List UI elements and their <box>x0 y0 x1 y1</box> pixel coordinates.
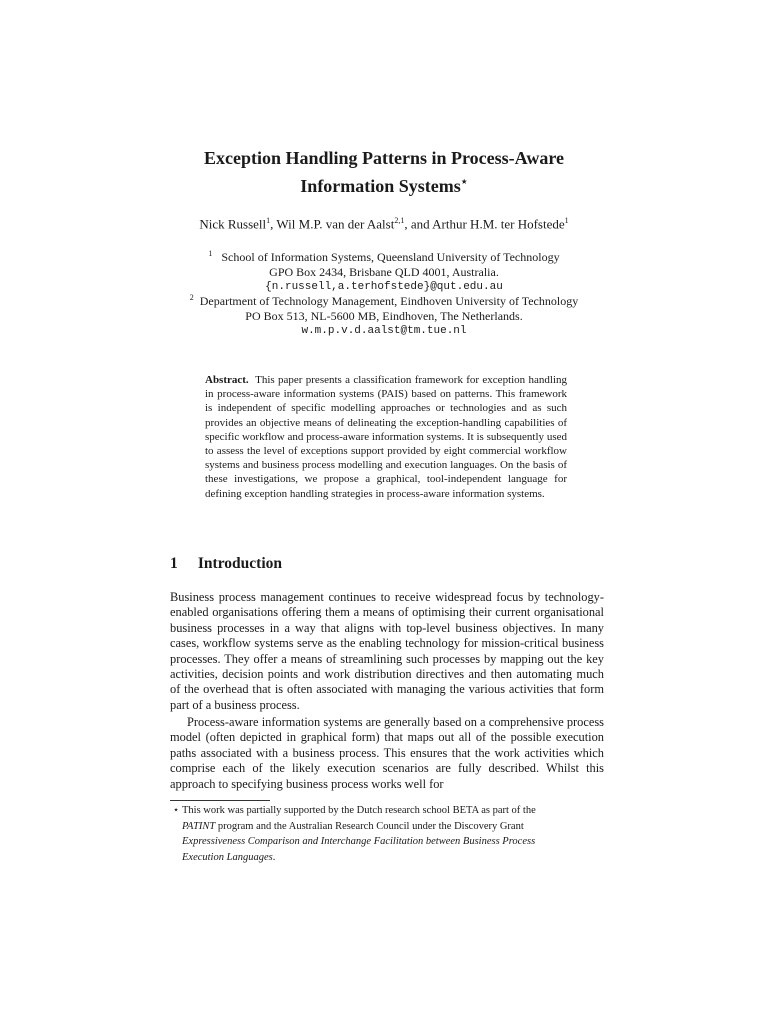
abstract <box>205 373 567 501</box>
affiliation-2: $^2$ Department of Technology Management, Eindhoven University of Technology PO Box 513, NL-5600 MB, Eindhoven, The Netherlands. w.m.p.v.d.aalst@tm.tue.nl <box>120 290 648 339</box>
title-line-1: Exception Handling Patterns in Process-Aware <box>204 148 564 168</box>
affiliation-1-email: {n.russell,a.terhofstede}@qut.edu.au <box>265 281 503 293</box>
section-heading <box>170 555 600 573</box>
abstract-label: Abstract. <box>205 374 249 386</box>
intro-paragraph-2: Process-aware information systems are generally based on a comprehensive process model (often depicted in graphical form) that maps out all of the possible execution paths associated with a business process. This ensures that the work activities which comprise each of the likely execution scenarios are fully described. Whilst this approach to specifying business process works well for <box>170 715 604 791</box>
abstract-text: This paper presents a classification framework for exception handling in process-aware information systems (PAIS) based on patterns. This framework is independent of specific modelling approaches or technologies and as such provides an objective means of delineating the exception-handling capabilities of specific workflow and process-aware information systems. It is subsequently used to assess the level of exceptions support provided by eight commercial workflow systems and business process modelling and execution languages. On the basis of these investigations, we propose a graphical, tool-independent language for defining exception handling strategies in process-aware information systems. <box>205 374 567 500</box>
title-line-2: Information Systems⋆ <box>300 176 468 196</box>
affiliation-1: $^1$ School of Information Systems, Queensland University of Technology GPO Box 2434, Brisbane QLD 4001, Australia. {n.russell,a.terhofstede}@qut.edu.au <box>120 246 648 295</box>
intro-paragraph-1: Business process management continues to receive widespread focus by technology-enabled organisations offering them a means of optimising their current organisational business processes in a way that aligns with top-level business objectives. In many cases, workflow systems serve as the enabling technology for mission-critical business processes. They offer a means of streamlining such processes by mapping out the key activities, decision points and work distribution directives and then automating much of the overhead that is often associated with managing the various activities that form part of a business process. <box>170 590 604 712</box>
paper-title <box>120 146 648 198</box>
footnote-rule <box>170 800 270 801</box>
title-footnote-mark: ⋆ <box>460 176 468 188</box>
section-number: 1 <box>170 555 178 572</box>
affiliation-2-email: w.m.p.v.d.aalst@tm.tue.nl <box>301 325 467 337</box>
section-title: Introduction <box>197 555 282 572</box>
footnote-mark: ⋆ <box>172 805 180 816</box>
author-list: Nick Russell$^1$, Wil M.P. van der Aalst$^{2,1}$, and Arthur H.M. ter Hofstede$^1$ <box>199 216 569 232</box>
footnote: ⋆ This work was partially supported by the Dutch research school BETA as part of the PATINT program and the Australian Research Council under the Discovery Grant Expressiveness Comparison and Interchange Facilitation between Business Process Execution Languages. <box>170 803 604 865</box>
